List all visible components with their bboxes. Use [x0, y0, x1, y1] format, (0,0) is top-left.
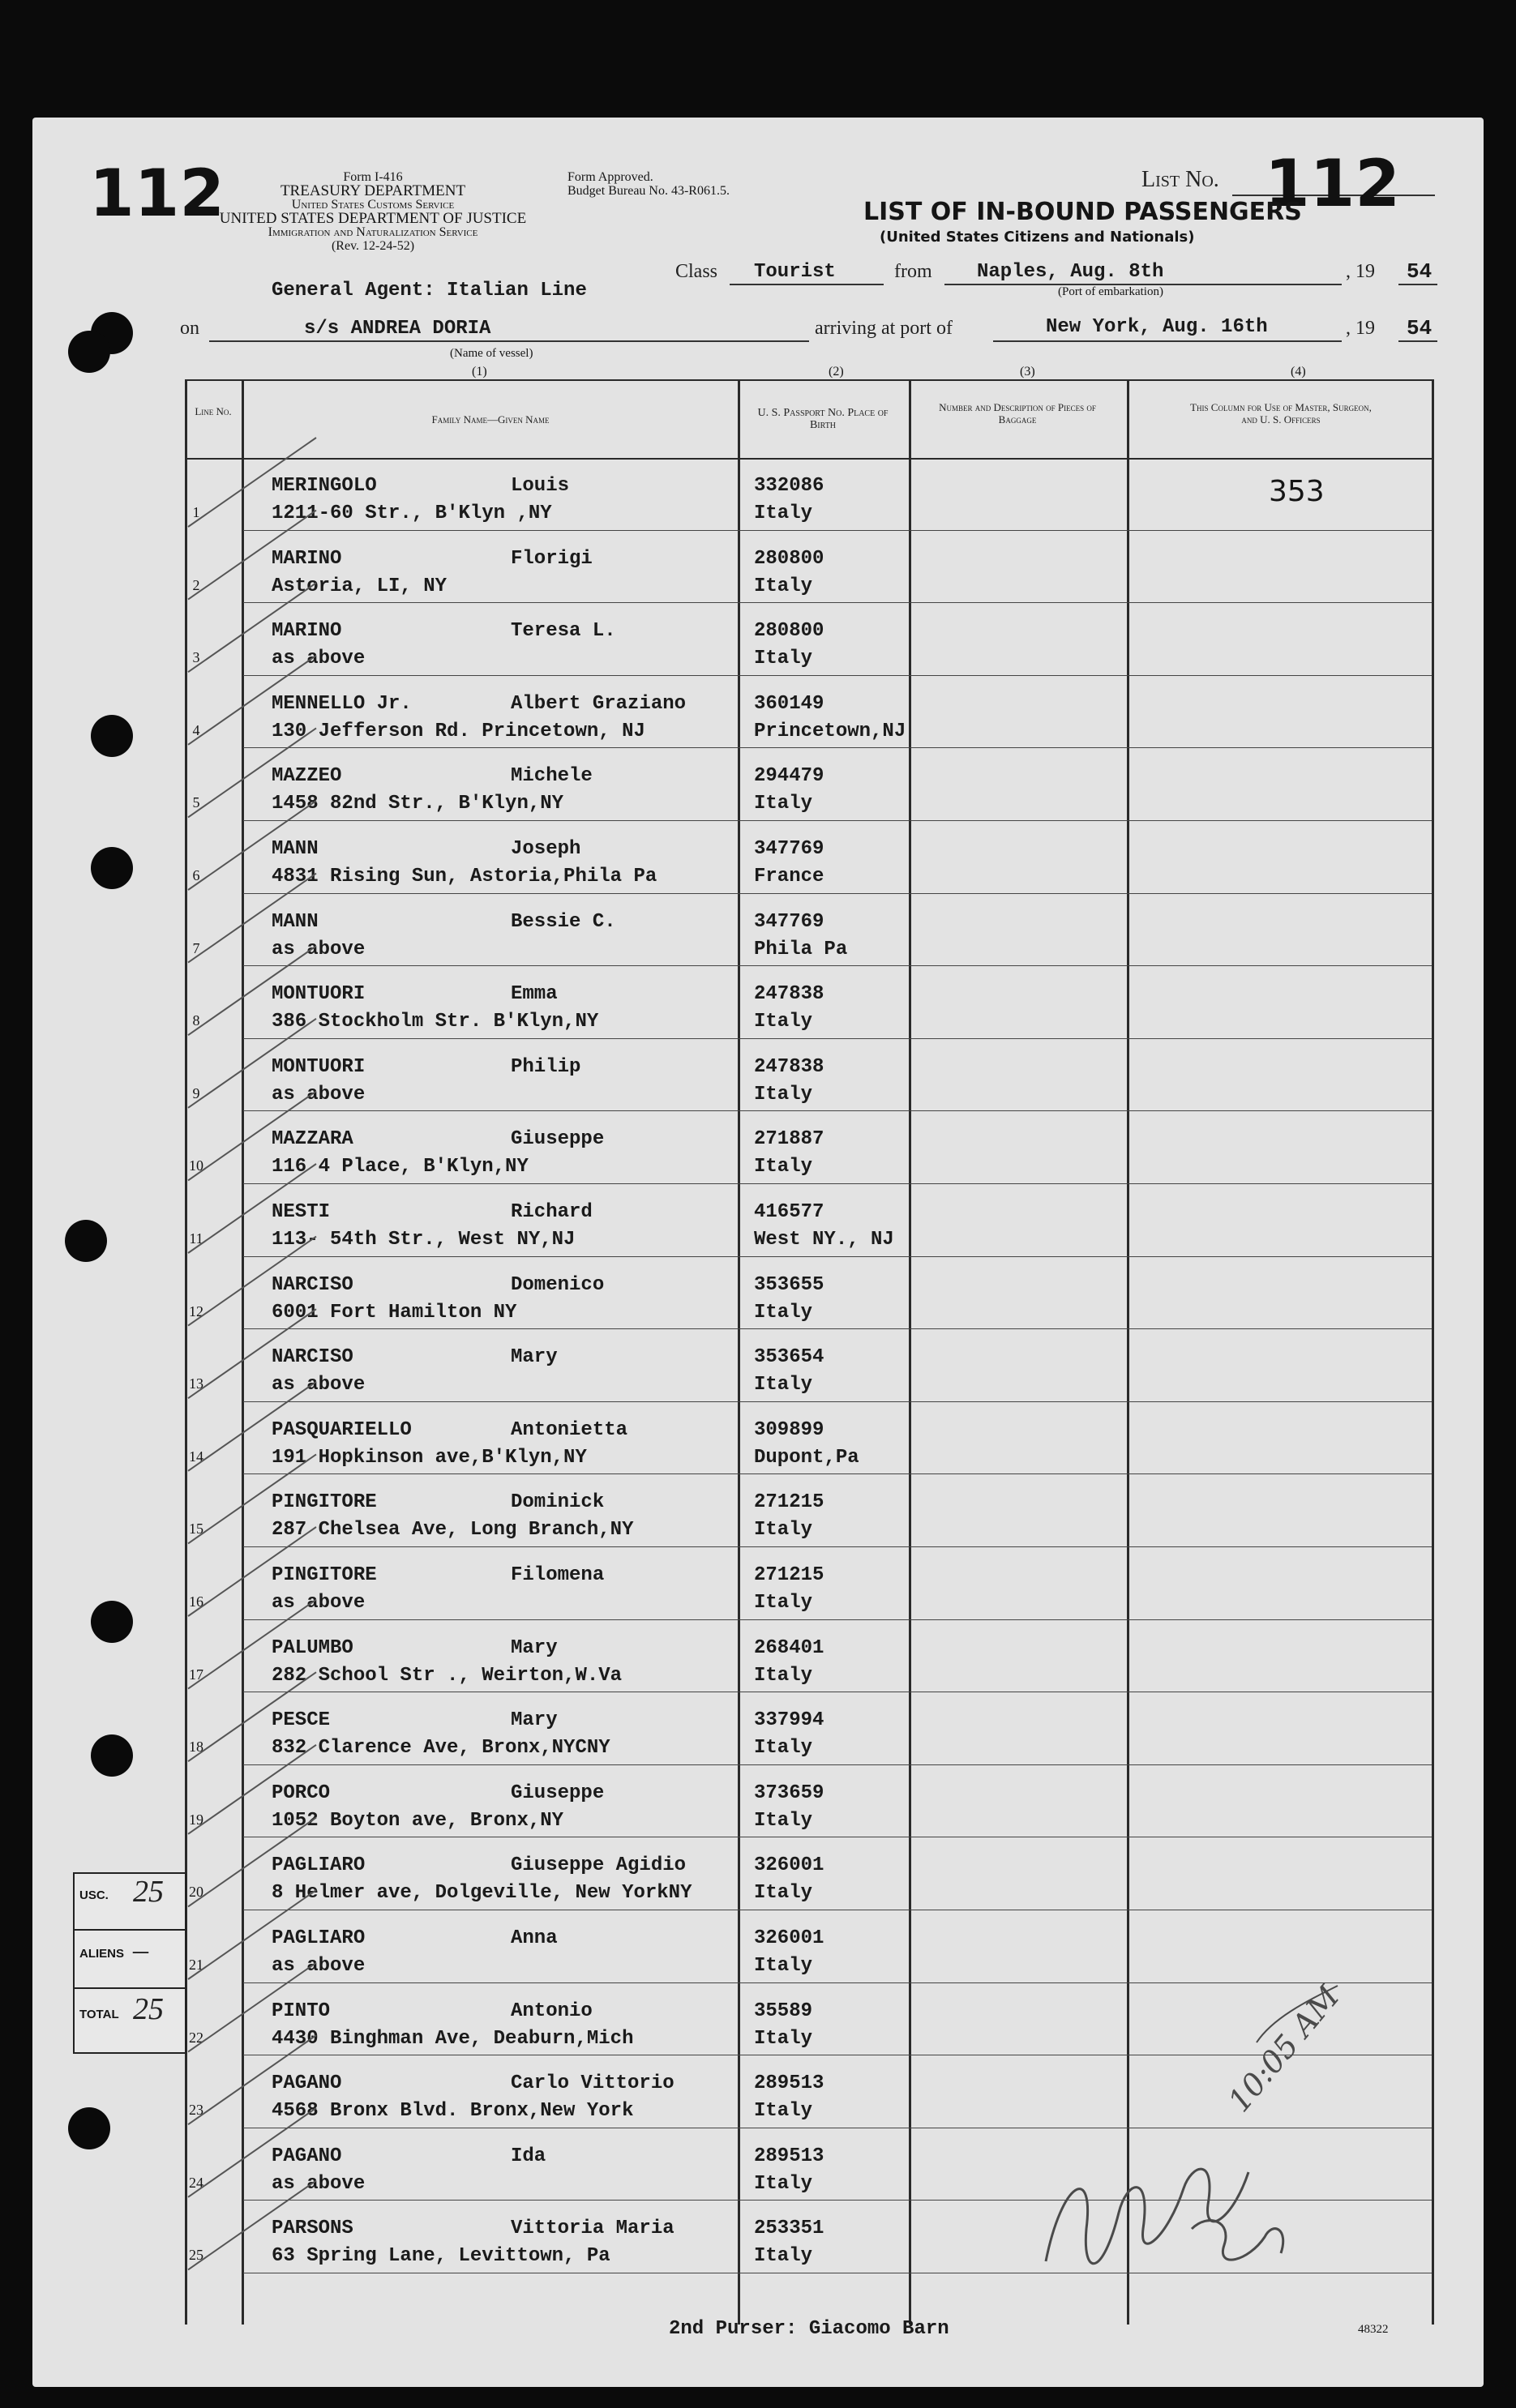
family-name: MARINO — [272, 620, 342, 643]
check-mark — [188, 2180, 316, 2269]
address: 1458 82nd Str., B'Klyn,NY — [272, 793, 564, 815]
given-name: Antonio — [511, 2000, 593, 2022]
place-of-birth: Italy — [754, 2027, 813, 2050]
line-number: 21 — [189, 1957, 203, 1973]
family-name: MARINO — [272, 547, 342, 570]
family-name: MERINGOLO — [272, 475, 377, 497]
family-name: PAGLIARO — [272, 1927, 366, 1949]
family-name: NARCISO — [272, 1273, 353, 1296]
place-of-birth: Italy — [754, 2245, 813, 2268]
check-mark — [188, 511, 316, 600]
class-value: Tourist — [754, 261, 836, 283]
place-of-birth: Princetown,NJ — [754, 720, 906, 742]
total-value: 25 — [133, 1992, 164, 2026]
line-number: 24 — [189, 2174, 203, 2191]
address: as above — [272, 1592, 366, 1614]
family-name: PINGITORE — [272, 1491, 377, 1514]
given-name: Dominick — [511, 1491, 605, 1514]
place-of-birth: Italy — [754, 1011, 813, 1033]
justice-dept: UNITED STATES DEPARTMENT OF JUSTICE — [219, 210, 527, 227]
check-mark — [188, 1164, 316, 1253]
header-officers: This Column for Use of Master, Surgeon, and U. S. Officers — [1190, 401, 1372, 426]
place-of-birth: Dupont,Pa — [754, 1446, 859, 1469]
form-subtitle: (United States Citizens and Nationals) — [880, 229, 1195, 246]
year-label-2: , 19 — [1346, 318, 1375, 339]
passport-number: 35589 — [754, 2000, 813, 2022]
col-number-2: (2) — [829, 365, 844, 379]
address: as above — [272, 1083, 366, 1106]
line-number: 25 — [189, 2247, 203, 2264]
time-annotation: 10:05 AM — [1221, 1978, 1347, 2119]
address: 4568 Bronx Blvd. Bronx,New York — [272, 2100, 634, 2123]
place-of-birth: Italy — [754, 1083, 813, 1106]
passport-number: 360149 — [754, 692, 824, 715]
year-label-1: , 19 — [1346, 261, 1375, 282]
general-agent: General Agent: Italian Line — [272, 280, 587, 302]
check-mark — [188, 1527, 316, 1616]
ins-service: Immigration and Naturalization Service — [268, 225, 478, 239]
line-number: 18 — [189, 1739, 203, 1756]
purser: 2nd Purser: Giacomo Barn — [669, 2318, 949, 2340]
passport-number: 271215 — [754, 1564, 824, 1586]
address: Astoria, LI, NY — [272, 575, 448, 597]
family-name: MENNELLO Jr. — [272, 692, 412, 715]
line-number: 16 — [189, 1593, 203, 1610]
family-name: PASQUARIELLO — [272, 1418, 412, 1441]
row-rule — [243, 1110, 1432, 1111]
passport-number: 280800 — [754, 547, 824, 570]
passport-number: 416577 — [754, 1201, 824, 1223]
line-number: 20 — [189, 1884, 203, 1901]
check-mark — [188, 1454, 316, 1543]
aliens-value: – — [133, 1933, 148, 1967]
line-number: 1 — [192, 504, 200, 520]
given-name: Mary — [511, 1636, 558, 1659]
check-mark — [188, 1890, 316, 1979]
address: as above — [272, 648, 366, 670]
address: 4831 Rising Sun, Astoria,Phila Pa — [272, 866, 657, 887]
place-of-birth: Italy — [754, 2100, 813, 2123]
line-number: 14 — [189, 1448, 203, 1465]
usc-label: USC. — [79, 1888, 109, 1902]
passport-number: 289513 — [754, 2145, 824, 2167]
address: 1211-60 Str., B'Klyn ,NY — [272, 503, 552, 524]
place-of-birth: Italy — [754, 1664, 813, 1687]
given-name: Mary — [511, 1709, 558, 1732]
address: 116 4 Place, B'Klyn,NY — [272, 1156, 529, 1178]
family-name: PARSONS — [272, 2218, 353, 2240]
family-name: PINGITORE — [272, 1564, 377, 1586]
list-no-label: List No. — [1141, 167, 1219, 192]
row-rule — [243, 1473, 1432, 1474]
address: 386 Stockholm Str. B'Klyn,NY — [272, 1011, 599, 1033]
address: 191 Hopkinson ave,B'Klyn,NY — [272, 1446, 587, 1469]
header-name: Family Name—Given Name — [431, 413, 550, 426]
address: 6001 Fort Hamilton NY — [272, 1301, 517, 1324]
port-note: (Port of embarkation) — [1058, 285, 1163, 298]
check-mark — [188, 2035, 316, 2124]
given-name: Vittoria Maria — [511, 2218, 674, 2240]
given-name: Philip — [511, 1055, 581, 1078]
family-name: MAZZARA — [272, 1128, 353, 1151]
given-name: Ida — [511, 2145, 546, 2167]
check-mark — [188, 1237, 316, 1326]
place-of-birth: West NY., NJ — [754, 1229, 894, 1251]
place-of-birth: Italy — [754, 1519, 813, 1542]
line-number: 7 — [192, 939, 200, 956]
row-rule — [243, 1183, 1432, 1184]
passport-number: 247838 — [754, 1055, 824, 1078]
given-name: Michele — [511, 765, 593, 788]
address: as above — [272, 1374, 366, 1396]
line-number: 22 — [189, 2029, 203, 2046]
form-title: LIST OF IN-BOUND PASSENGERS — [863, 198, 1302, 226]
family-name: MONTUORI — [272, 983, 366, 1006]
check-mark — [188, 946, 316, 1035]
address: 1052 Boyton ave, Bronx,NY — [272, 1809, 564, 1832]
place-of-birth: Italy — [754, 2172, 813, 2195]
address: as above — [272, 2172, 366, 2195]
total-label: TOTAL — [79, 2008, 119, 2021]
col-number-4: (4) — [1291, 365, 1306, 379]
place-of-birth: Italy — [754, 1156, 813, 1178]
place-of-birth: Italy — [754, 1301, 813, 1324]
family-name: MANN — [272, 910, 319, 933]
check-mark — [188, 656, 316, 745]
check-mark — [188, 1600, 316, 1689]
check-mark — [188, 1019, 316, 1108]
revision: (Rev. 12-24-52) — [331, 239, 415, 253]
place-of-birth: Italy — [754, 1374, 813, 1396]
passport-number: 326001 — [754, 1854, 824, 1877]
header-baggage: Number and Description of Pieces of Baggage — [939, 401, 1096, 426]
family-name: NARCISO — [272, 1346, 353, 1369]
treasury-dept: TREASURY DEPARTMENT — [280, 182, 466, 199]
from-label: from — [894, 261, 932, 282]
header-passport: U. S. Passport No. Place of Birth — [757, 407, 889, 431]
col-number-3: (3) — [1020, 365, 1035, 379]
address: 282 School Str ., Weirton,W.Va — [272, 1664, 623, 1687]
place-of-birth: France — [754, 866, 824, 887]
check-mark — [188, 1745, 316, 1834]
passport-number: 326001 — [754, 1927, 824, 1949]
given-name: Albert Graziano — [511, 692, 687, 715]
row-rule — [243, 820, 1432, 821]
year-2: 54 — [1407, 316, 1432, 340]
year-1: 54 — [1407, 259, 1432, 284]
place-of-birth: Italy — [754, 793, 813, 815]
given-name: Teresa L. — [511, 620, 616, 643]
check-mark — [188, 1963, 316, 2052]
row-rule — [243, 675, 1432, 676]
from-value: Naples, Aug. 8th — [977, 261, 1164, 283]
passport-number: 347769 — [754, 838, 824, 860]
line-number: 6 — [192, 867, 200, 883]
given-name: Bessie C. — [511, 910, 616, 933]
place-of-birth: Italy — [754, 575, 813, 597]
arriving-label: arriving at port of — [815, 318, 953, 339]
check-mark — [188, 438, 316, 527]
passport-number: 353654 — [754, 1346, 824, 1369]
row-rule — [243, 602, 1432, 603]
check-mark — [188, 583, 316, 672]
given-name: Richard — [511, 1201, 593, 1223]
given-name: Giuseppe — [511, 1128, 605, 1151]
line-number: 11 — [189, 1230, 203, 1247]
line-number: 12 — [189, 1302, 203, 1319]
line-number: 15 — [189, 1521, 203, 1538]
place-of-birth: Italy — [754, 1737, 813, 1760]
given-name: Joseph — [511, 838, 581, 860]
check-mark — [188, 1309, 316, 1398]
family-name: NESTI — [272, 1201, 331, 1223]
line-number: 2 — [192, 576, 200, 593]
row-rule — [243, 1619, 1432, 1620]
address: 4430 Binghman Ave, Deaburn,Mich — [272, 2027, 634, 2050]
place-of-birth: Italy — [754, 648, 813, 670]
line-number: 23 — [189, 2102, 203, 2119]
line-number: 3 — [192, 649, 200, 666]
given-name: Emma — [511, 983, 558, 1006]
line-number: 10 — [189, 1157, 203, 1174]
address: 130 Jefferson Rd. Princetown, NJ — [272, 720, 645, 742]
passport-number: 271215 — [754, 1491, 824, 1514]
address: 8 Helmer ave, Dolgeville, New YorkNY — [272, 1882, 692, 1905]
form-number: Form I-416 — [343, 170, 403, 184]
given-name: Filomena — [511, 1564, 605, 1586]
family-name: MAZZEO — [272, 765, 342, 788]
family-name: MONTUORI — [272, 1055, 366, 1078]
usc-value: 25 — [133, 1875, 164, 1909]
line-number: 17 — [189, 1666, 203, 1683]
family-name: PESCE — [272, 1709, 331, 1732]
address: as above — [272, 938, 366, 960]
given-name: Florigi — [511, 547, 593, 570]
family-name: PAGANO — [272, 2145, 342, 2167]
passport-number: 268401 — [754, 1636, 824, 1659]
passport-number: 294479 — [754, 765, 824, 788]
line-number: 8 — [192, 1012, 200, 1029]
address: 287 Chelsea Ave, Long Branch,NY — [272, 1519, 634, 1542]
given-name: Antonietta — [511, 1418, 628, 1441]
class-label: Class — [675, 261, 718, 282]
row-rule — [243, 1546, 1432, 1547]
passport-number: 337994 — [754, 1709, 824, 1732]
tally-box — [73, 1872, 186, 2054]
check-mark — [188, 1091, 316, 1180]
family-name: MANN — [272, 838, 319, 860]
page-code: 48322 — [1358, 2323, 1389, 2336]
given-name: Giuseppe — [511, 1781, 605, 1804]
passport-number: 271887 — [754, 1128, 824, 1151]
check-marks — [170, 0, 332, 2408]
given-name: Carlo Vittorio — [511, 2072, 674, 2095]
passport-number: 247838 — [754, 983, 824, 1006]
line-number: 9 — [192, 1084, 200, 1101]
address: as above — [272, 1955, 366, 1977]
place-of-birth: Italy — [754, 503, 813, 524]
family-name: PALUMBO — [272, 1636, 353, 1659]
line-number: 19 — [189, 1811, 203, 1828]
aliens-label: ALIENS — [79, 1947, 125, 1961]
check-mark — [188, 874, 316, 963]
row-rule — [243, 965, 1432, 966]
passport-number: 253351 — [754, 2218, 824, 2240]
passport-number: 332086 — [754, 475, 824, 497]
given-name: Giuseppe Agidio — [511, 1854, 687, 1877]
check-mark — [188, 801, 316, 890]
line-number: 5 — [192, 794, 200, 811]
place-of-birth: Italy — [754, 1592, 813, 1614]
row-rule — [243, 1256, 1432, 1257]
row-rule — [243, 1764, 1432, 1765]
address: 63 Spring Lane, Levittown, Pa — [272, 2245, 610, 2268]
check-mark — [188, 1817, 316, 1906]
row-rule — [243, 1401, 1432, 1402]
stamp-list-number-left: 112 — [89, 156, 225, 231]
place-of-birth: Italy — [754, 1809, 813, 1832]
customs-service: United States Customs Service — [291, 198, 455, 212]
check-mark — [188, 1672, 316, 1761]
given-name: Louis — [511, 475, 570, 497]
family-name: PINTO — [272, 2000, 331, 2022]
place-of-birth: Phila Pa — [754, 938, 848, 960]
family-name: PAGLIARO — [272, 1854, 366, 1877]
passport-number: 280800 — [754, 620, 824, 643]
check-mark — [188, 1382, 316, 1471]
list-no-value: 112 — [1265, 146, 1400, 221]
given-name: Mary — [511, 1346, 558, 1369]
row-rule — [243, 747, 1432, 748]
row-rule — [243, 1328, 1432, 1329]
passport-number: 353655 — [754, 1273, 824, 1296]
form-approved: Form Approved. — [567, 170, 653, 184]
on-label: on — [180, 318, 199, 339]
passport-number: 309899 — [754, 1418, 824, 1441]
check-mark — [188, 2108, 316, 2197]
budget-bureau: Budget Bureau No. 43-R061.5. — [567, 184, 730, 198]
arrival-port: New York, Aug. 16th — [1046, 316, 1268, 338]
given-name: Domenico — [511, 1273, 605, 1296]
officer-note: 353 — [1269, 475, 1325, 508]
check-mark — [188, 728, 316, 817]
given-name: Anna — [511, 1927, 558, 1949]
passport-number: 373659 — [754, 1781, 824, 1804]
vessel-name: s/s ANDREA DORIA — [304, 318, 491, 340]
family-name: PAGANO — [272, 2072, 342, 2095]
address: 113- 54th Str., West NY,NJ — [272, 1229, 576, 1251]
line-number: 13 — [189, 1375, 203, 1392]
address: 832 Clarence Ave, Bronx,NYCNY — [272, 1737, 610, 1760]
col-number-1: (1) — [472, 365, 487, 379]
row-rule — [243, 530, 1432, 531]
vessel-note: (Name of vessel) — [450, 347, 533, 360]
family-name: PORCO — [272, 1781, 331, 1804]
passport-number: 347769 — [754, 910, 824, 933]
passport-number: 289513 — [754, 2072, 824, 2095]
place-of-birth: Italy — [754, 1882, 813, 1905]
line-number: 4 — [192, 721, 200, 738]
place-of-birth: Italy — [754, 1955, 813, 1977]
row-rule — [243, 893, 1432, 894]
row-rule — [243, 1038, 1432, 1039]
header-line-no: Line No. — [195, 405, 232, 417]
